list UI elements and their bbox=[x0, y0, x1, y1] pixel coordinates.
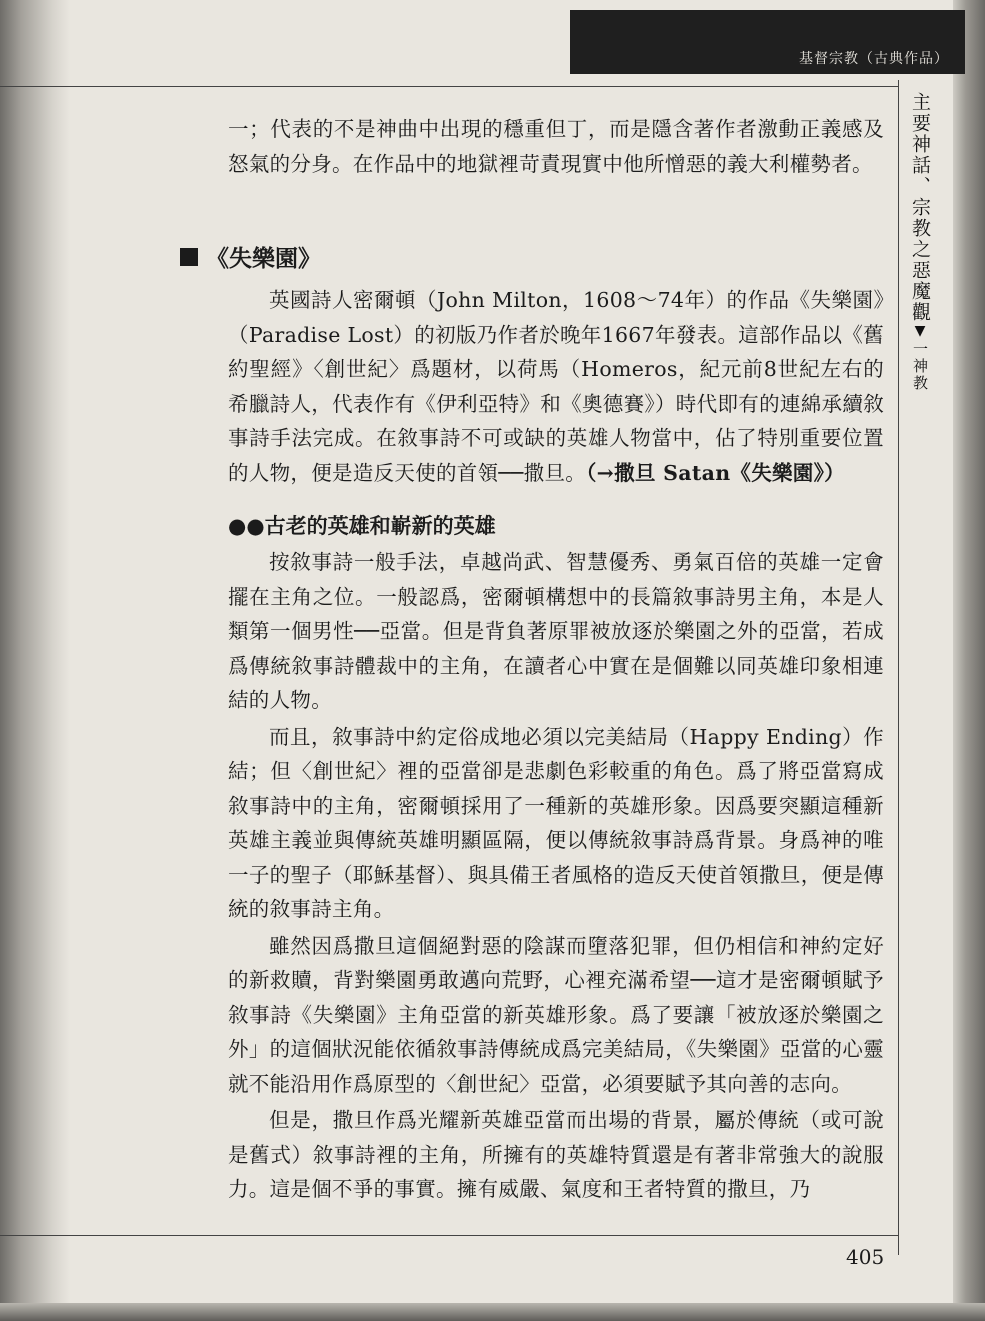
running-header bbox=[570, 10, 965, 74]
footer-rule bbox=[0, 1235, 898, 1236]
intro-paragraph: 一；代表的不是神曲中出現的穩重但丁，而是隱含著作者激動正義感及怒氣的分身。在作品中的地獄裡苛責現實中他所憎惡的義大利權勢者。 bbox=[228, 117, 884, 176]
subsection-heading: ●●古老的英雄和嶄新的英雄 bbox=[228, 513, 496, 538]
page-stack-edge bbox=[953, 0, 985, 1321]
page-number: 405 bbox=[846, 1245, 885, 1269]
section1-paragraph bbox=[228, 283, 884, 490]
sidebar-rule bbox=[898, 80, 899, 1255]
chapter-sidebar bbox=[905, 92, 935, 392]
page-bottom-edge bbox=[0, 1303, 985, 1321]
sidebar-title: 主要神話、宗教之惡魔觀 bbox=[909, 92, 931, 323]
section1-text: 英國詩人密爾頓（John Milton，1608～74年）的作品《失樂園》（Paradise Lost）的初版乃作者於晚年1667年發表。這部作品以《舊約聖經》〈創世紀〉爲題材，以荷馬（Homeros，紀元前8世紀左右的希臘詩人，代表作有《伊利亞特》和《奧德賽》）時代即有的連綿承續敘事詩手法完成。在敘事詩不可或缺的英雄人物當中，佔了特別重要位置的人物，便是造反天使的首領──撒旦。 bbox=[228, 288, 884, 485]
subsection-body bbox=[228, 545, 884, 1209]
sidebar-subtitle: 一神教 bbox=[911, 341, 929, 392]
paragraph: 而且，敘事詩中約定俗成地必須以完美結局（Happy Ending）作結；但〈創世紀〉裡的亞當卻是悲劇色彩較重的角色。爲了將亞當寫成敘事詩中的主角，密爾頓採用了一種新的英雄形象。因爲要突顯這種新英雄主義並與傳統英雄明顯區隔，便以傳統敘事詩爲背景。身爲神的唯一子的聖子（耶穌基督）、與具備王者風格的造反天使首領撒旦，便是傳統的敘事詩主角。 bbox=[228, 724, 884, 921]
section-title: 《失樂園》 bbox=[206, 245, 321, 272]
header-rule bbox=[0, 86, 898, 87]
paragraph: 雖然因爲撒旦這個絕對惡的陰謀而墮落犯罪，但仍相信和神約定好的新救贖，背對樂園勇敢邁向荒野，心裡充滿希望──這才是密爾頓賦予敘事詩《失樂園》主角亞當的新英雄形象。爲了要讓「被放逐於樂園之外」的這個狀況能依循敘事詩傳統成爲完美結局，《失樂園》亞當的心靈就不能沿用作爲原型的〈創世紀〉亞當，必須要賦予其向善的志向。 bbox=[228, 933, 884, 1096]
paragraph: 但是，撒旦作爲光耀新英雄亞當而出場的背景，屬於傳統（或可說是舊式）敘事詩裡的主角，所擁有的英雄特質還是有著非常強大的說服力。這是個不爭的事實。擁有威嚴、氣度和王者特質的撒旦，乃 bbox=[228, 1108, 884, 1201]
paragraph: 按敘事詩一般手法，卓越尚武、智慧優秀、勇氣百倍的英雄一定會擺在主角之位。一般認爲，密爾頓構想中的長篇敘事詩男主角，本是人類第一個男性──亞當。但是背負著原罪被放逐於樂園之外的亞當，若成爲傳統敘事詩體裁中的主角，在讀者心中實在是個難以同英雄印象相連結的人物。 bbox=[228, 550, 884, 712]
cross-reference: （→撒旦 Satan《失樂園》） bbox=[586, 460, 845, 485]
header-title: 基督宗教（古典作品） bbox=[799, 51, 949, 67]
heading-square-icon bbox=[180, 248, 198, 266]
binding-gutter-shadow bbox=[0, 0, 70, 1321]
sidebar-marker: ▼ bbox=[912, 323, 928, 341]
section-heading bbox=[180, 240, 321, 273]
intro-block bbox=[228, 112, 884, 181]
